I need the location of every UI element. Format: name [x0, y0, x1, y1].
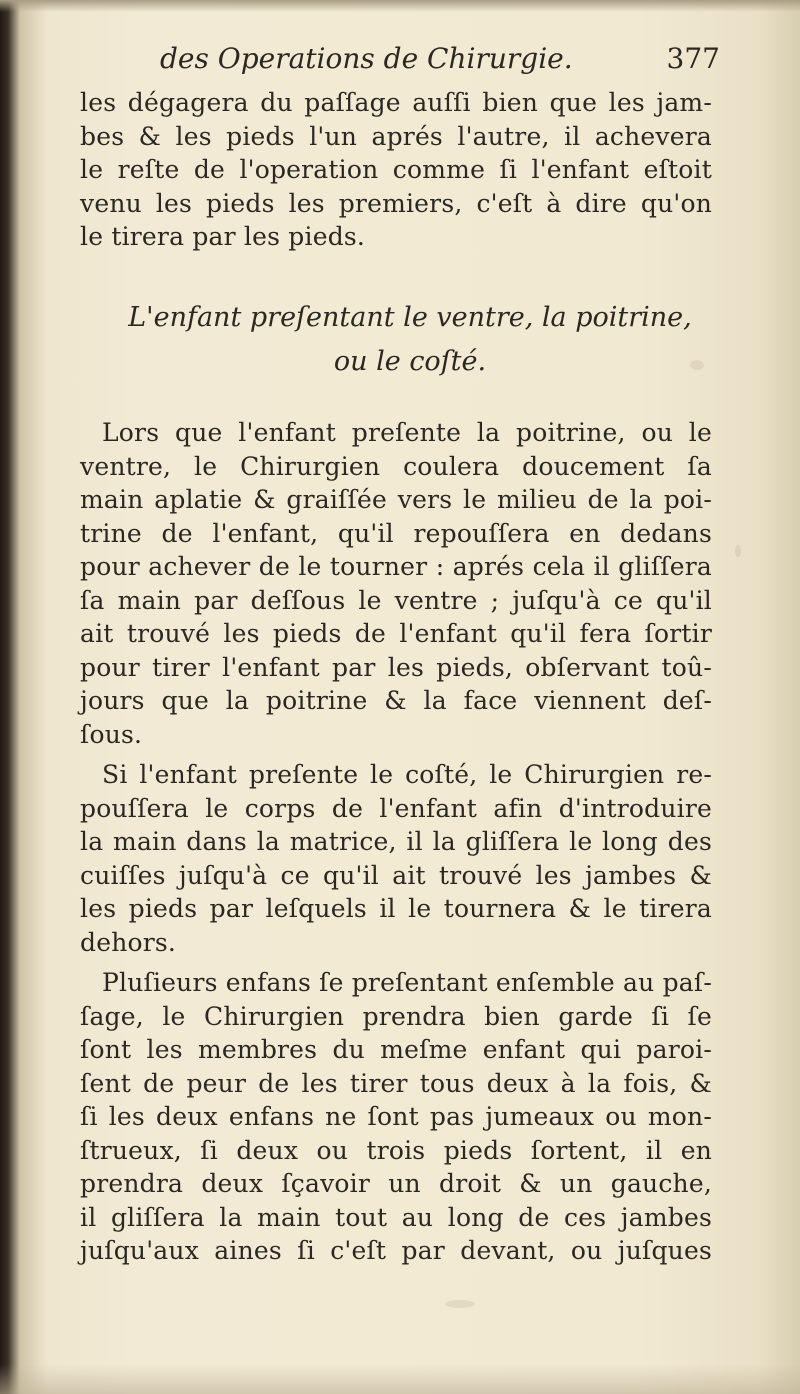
- paragraph-continuation: [80, 86, 712, 254]
- text-line: ſent de peur de les tirer tous deux à la fois, &: [80, 1068, 712, 1098]
- text-line: le reſte de l'operation comme ſi l'enfant eſtoit: [80, 155, 712, 184]
- paragraph-breech-chest: [80, 416, 712, 751]
- running-title: des Operations de Chirurgie.: [160, 42, 573, 75]
- text-line: juſqu'aux aines ſi c'eſt par devant, ou juſques: [80, 1236, 712, 1265]
- text-line: venu les pieds les premiers, c'eſt à dire qu'on: [80, 188, 712, 218]
- section-heading: [100, 296, 720, 384]
- text-line: Lors que l'enfant preſente la poitrine, ou le: [102, 418, 712, 447]
- text-line: le tirera par les pieds.: [80, 222, 366, 251]
- text-line: ſage, le Chirurgien prendra bien garde ſi ſe: [80, 1001, 712, 1031]
- text-line: dehors.: [80, 927, 177, 957]
- text-line: ventre, le Chirurgien coulera doucement ſa: [80, 451, 712, 481]
- text-line: ſont les membres du meſme enfant qui paroi-: [80, 1035, 712, 1064]
- text-line: Si l'enfant preſente le coſté, le Chirurgien re-: [102, 760, 712, 789]
- text-line: il gliſſera la main tout au long de ces jambes: [80, 1202, 712, 1232]
- text-line: pouſſera le corps de l'enfant afin d'introduire: [80, 793, 712, 823]
- paper-stain: [735, 545, 741, 557]
- heading-line: L'enfant preſentant le ventre, la poitrine,: [128, 302, 692, 333]
- text-line: les pieds par leſquels il le tournera & le tirera: [80, 894, 712, 923]
- text-line: ſa main par deſſous le ventre ; juſqu'à ce qu'il: [80, 585, 712, 615]
- running-header: [160, 42, 720, 86]
- text-line: la main dans la matrice, il la gliſſera le long des: [80, 827, 712, 856]
- text-line: pour achever de le tourner : aprés cela il gliſſera: [80, 552, 712, 581]
- text-line: Pluſieurs enfans ſe preſentant enſemble au paſ-: [102, 968, 713, 997]
- heading-line: ou le coſté.: [333, 346, 487, 377]
- text-line: main aplatie & graiſſée vers le milieu de la poi-: [80, 485, 712, 514]
- text-line: prendra deux ſçavoir un droit & un gauche,: [80, 1169, 712, 1198]
- text-line: jours que la poitrine & la face viennent deſ-: [80, 686, 712, 715]
- text-line: ait trouvé les pieds de l'enfant qu'il fera ſortir: [80, 619, 712, 648]
- text-line: ſi les deux enfans ne ſont pas jumeaux ou mon-: [80, 1102, 712, 1131]
- text-line: pour tirer l'enfant par les pieds, obſervant toû-: [80, 652, 712, 682]
- text-line: bes & les pieds l'un aprés l'autre, il achevera: [80, 121, 712, 151]
- page-number: 377: [666, 42, 720, 75]
- paragraph-multiple-children: [80, 966, 712, 1268]
- text-line: cuiſſes juſqu'à ce qu'il ait trouvé les jambes &: [80, 860, 712, 890]
- text-line: les dégagera du paſſage auſſi bien que les jam-: [80, 88, 712, 117]
- paper-stain: [445, 1300, 475, 1308]
- text-line: trine de l'enfant, qu'il repouſſera en dedans: [80, 518, 712, 548]
- paragraph-side: [80, 758, 712, 959]
- text-line: ſtrueux, ſi deux ou trois pieds ſortent, il en: [80, 1135, 712, 1165]
- text-line: ſous.: [80, 719, 143, 749]
